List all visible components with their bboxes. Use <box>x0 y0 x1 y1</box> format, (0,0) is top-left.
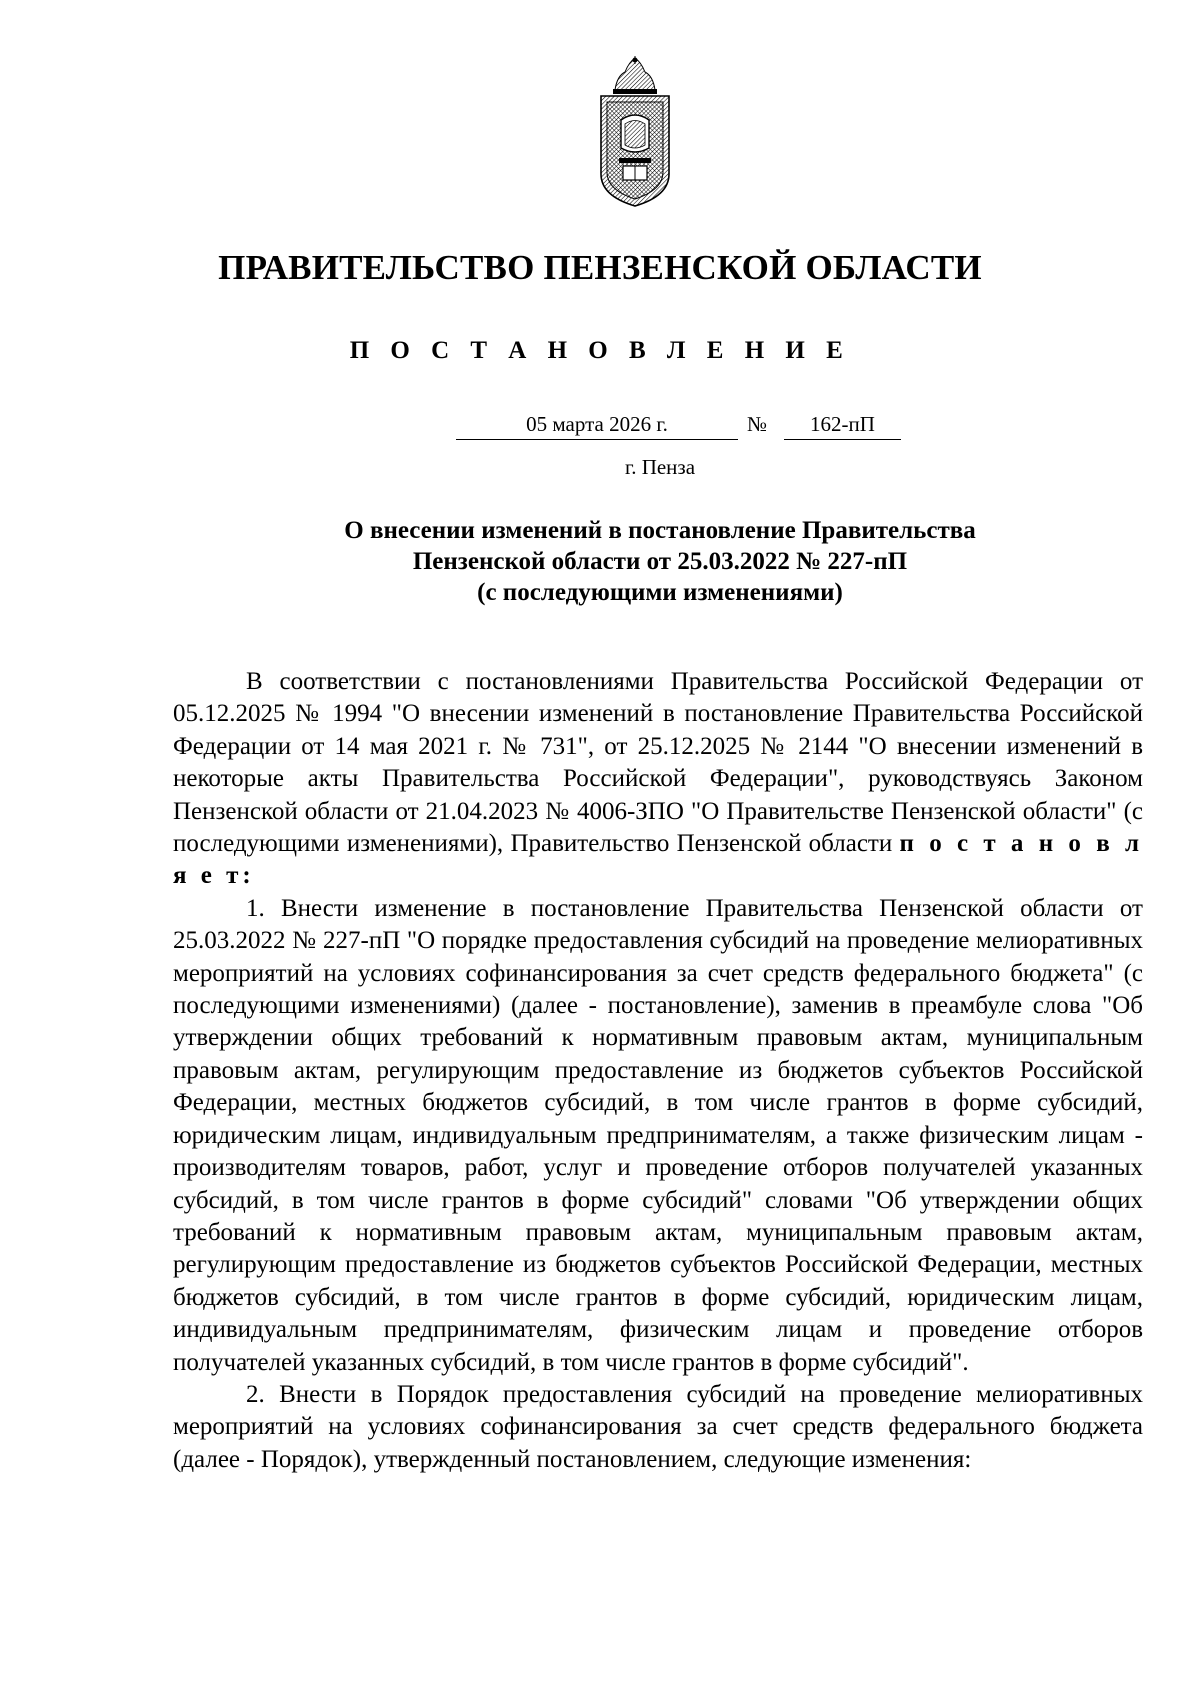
item-2-paragraph: 2. Внести в Порядок предоставления субсидий на проведение мелиоративных мероприятий на условиях софинансирования за счет средств федерального бюджета (далее - Порядок), утвержденный постановлением, следующие изменения: <box>173 1380 1143 1473</box>
city-name: г. Пенза <box>624 455 696 479</box>
document-type: П О С Т А Н О В Л Е Н И Е <box>349 337 851 364</box>
decree-date: 05 марта 2026 г. <box>456 412 738 440</box>
subject-line-3: (с последующими изменениями) <box>477 579 843 606</box>
decree-subject <box>0 515 1200 608</box>
subject-line-2: Пензенской области от 25.03.2022 № 227-пП <box>412 548 908 575</box>
decree-number: 162-пП <box>784 412 901 440</box>
subject-line-1: О внесении изменений в постановление Правительства <box>344 517 976 544</box>
number-sign: № <box>747 412 768 436</box>
decrees-word: п о с т а н о в л я е т: <box>173 830 1144 890</box>
date-number-line <box>456 412 906 446</box>
decree-body <box>173 666 1143 1476</box>
preamble-paragraph <box>173 666 1143 893</box>
preamble-text: В соответствии с постановлениями Правительства Российской Федерации от 05.12.2025 № 1994 "О внесении изменений в постановление Правительства Российской Федерации от 14 мая 2021 г. № 731", от 25.12.2025 № 2144 "О внесении изменений в некоторые акты Правительства Российской Федерации", руководствуясь Законом Пензенской области от 21.04.2023 № 4006-ЗПО "О Правительстве Пензенской области" (с последующими изменениями), Правительство Пензенской области <box>173 668 1143 858</box>
government-title: ПРАВИТЕЛЬСТВО ПЕНЗЕНСКОЙ ОБЛАСТИ <box>218 248 982 287</box>
item-1-paragraph: 1. Внести изменение в постановление Правительства Пензенской области от 25.03.2022 № 227-пП "О порядке предоставления субсидий на проведение мелиоративных мероприятий на условиях софинансирования за счет средств федерального бюджета" (с последующими изменениями) (далее - постановление), заменив в преамбуле слова "Об утверждении общих требований к нормативным правовым актам, муниципальным правовым актам, регулирующим предоставление из бюджетов субъектов Российской Федерации, местных бюджетов субсидий, в том числе грантов в форме субсидий, юридическим лицам, индивидуальным предпринимателям, а также физическим лицам - производителям товаров, работ, услуг и проведение отборов получателей указанных субсидий, в том числе грантов в форме субсидий" словами "Об утверждении общих требований к нормативным правовым актам, муниципальным правовым актам, регулирующим предоставление из бюджетов субъектов Российской Федерации, местных бюджетов субсидий, в том числе грантов в форме субсидий, юридическим лицам, индивидуальным предпринимателям, физическим лицам и проведение отборов получателей указанных субсидий, в том числе грантов в форме субсидий". <box>173 894 1143 1376</box>
coat-of-arms-emblem <box>599 56 671 208</box>
